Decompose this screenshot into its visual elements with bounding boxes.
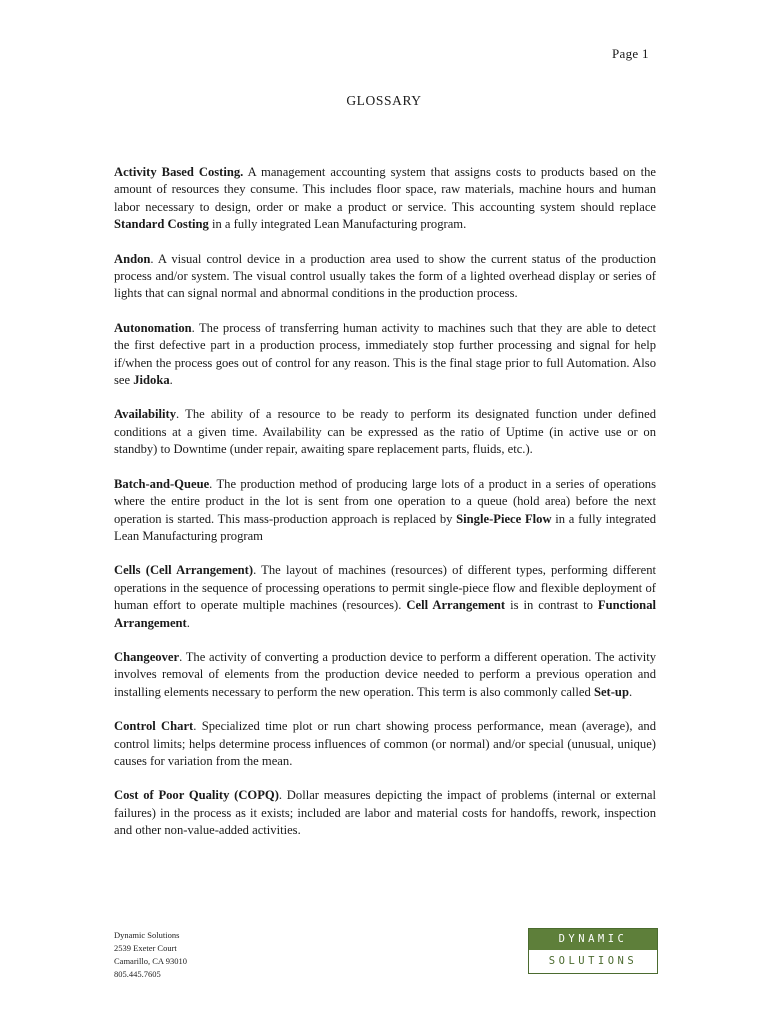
glossary-text: . Specialized time plot or run chart showing process performance, mean (average), and control limits; helps determine process influences of common (or normal) and/or special (unusual, unique) causes for variation from the mean. — [114, 719, 656, 768]
glossary-entry — [114, 164, 656, 234]
company-logo — [528, 928, 658, 974]
footer-city: Camarillo, CA 93010 — [114, 956, 187, 966]
page-number: Page 1 — [612, 46, 649, 61]
glossary-text: in a fully integrated Lean Manufacturing program. — [208, 217, 467, 232]
footer-street: 2539 Exeter Court — [114, 943, 177, 953]
glossary-term: Cells (Cell Arrangement) — [114, 563, 254, 578]
glossary-term: Single-Piece Flow — [456, 511, 552, 526]
footer-company: Dynamic Solutions — [114, 930, 180, 940]
glossary-entry — [114, 649, 656, 701]
glossary-entry — [114, 562, 656, 632]
glossary-entry — [114, 787, 656, 839]
glossary-entry — [114, 718, 656, 770]
glossary-text: in a fully integrated Lean Manufacturing program — [114, 511, 656, 543]
glossary-text: . Dollar measures depicting the impact of problems (internal or external failures) in the process as it exists; included are labor and material costs for handoffs, rework, inspection and other non-value-added activities. — [114, 788, 657, 838]
glossary-text: . The activity of converting a production device to perform a different operation. The activity involves removal of elements from the production device needed to perform a previous operation and installing elements necessary to perform the new operation. This term is also commonly called — [114, 649, 656, 699]
glossary-text: . — [186, 615, 190, 630]
glossary-text: . The process of transferring human activity to machines such that they are able to detect the first defective part in a production process, immediately stop further processing and signal for help if/when the process goes out of control for any reason. This is the final stage prior to full Automation. Also see — [114, 320, 656, 388]
logo-bottom-text: SOLUTIONS — [548, 955, 638, 967]
glossary-term: Functional Arrangement — [114, 598, 656, 630]
glossary-text: . — [169, 373, 173, 388]
glossary-term: Standard Costing — [114, 217, 209, 232]
glossary-entry — [114, 251, 656, 303]
glossary-text: A management accounting system that assigns costs to products based on the amount of resources they consume. This includes floor space, raw materials, machine hours and human labor necessary to design, order or make a product or service. This accounting system should replace — [114, 165, 656, 214]
glossary-term: Availability — [114, 407, 177, 422]
glossary-term: Cost of Poor Quality (COPQ) — [114, 788, 279, 803]
glossary-entries — [114, 164, 656, 857]
glossary-term: Cell Arrangement — [406, 598, 506, 613]
glossary-text: . — [628, 684, 633, 699]
footer-address — [114, 929, 187, 981]
glossary-term: Changeover — [114, 649, 180, 664]
logo-top-text: DYNAMIC — [529, 929, 657, 950]
page-title: GLOSSARY — [346, 93, 422, 108]
glossary-term: Jidoka — [133, 373, 170, 388]
glossary-text: . A visual control device in a production area used to show the current status of the production process and/or system. The visual control usually takes the form of a lighted overhead display or series of lights that can signal normal and abnormal conditions in the production process. — [114, 251, 656, 301]
glossary-term: Andon — [114, 251, 151, 266]
glossary-text: is in contrast to — [505, 598, 598, 613]
glossary-entry — [114, 320, 656, 390]
glossary-term: Activity Based Costing. — [114, 165, 244, 179]
glossary-text: . The production method of producing large lots of a product in a series of operations where the entire product in the lot is sent from one operation to a queue (hold area) before the next operation is started. This mass-production approach is replaced by — [114, 476, 656, 526]
glossary-entry — [114, 406, 656, 458]
glossary-term: Control Chart — [114, 719, 194, 734]
glossary-text: . The layout of machines (resources) of different types, performing different operations in the sequence of processing operations to permit single-piece flow and flexible deployment of human effort to operate multiple machines (resources). — [114, 563, 657, 613]
footer-phone: 805.445.7605 — [114, 969, 161, 979]
glossary-term: Autonomation — [114, 320, 192, 335]
glossary-entry — [114, 476, 656, 546]
glossary-term: Batch-and-Queue — [114, 476, 210, 491]
glossary-term: Set-up — [593, 684, 629, 699]
glossary-text: . The ability of a resource to be ready to perform its designated function under defined conditions at a given time. Availability can be expressed as the ratio of Uptime (in active use or on standby) to Downtime (under repair, awaiting spare replacement parts, fluids, etc.). — [114, 407, 656, 457]
